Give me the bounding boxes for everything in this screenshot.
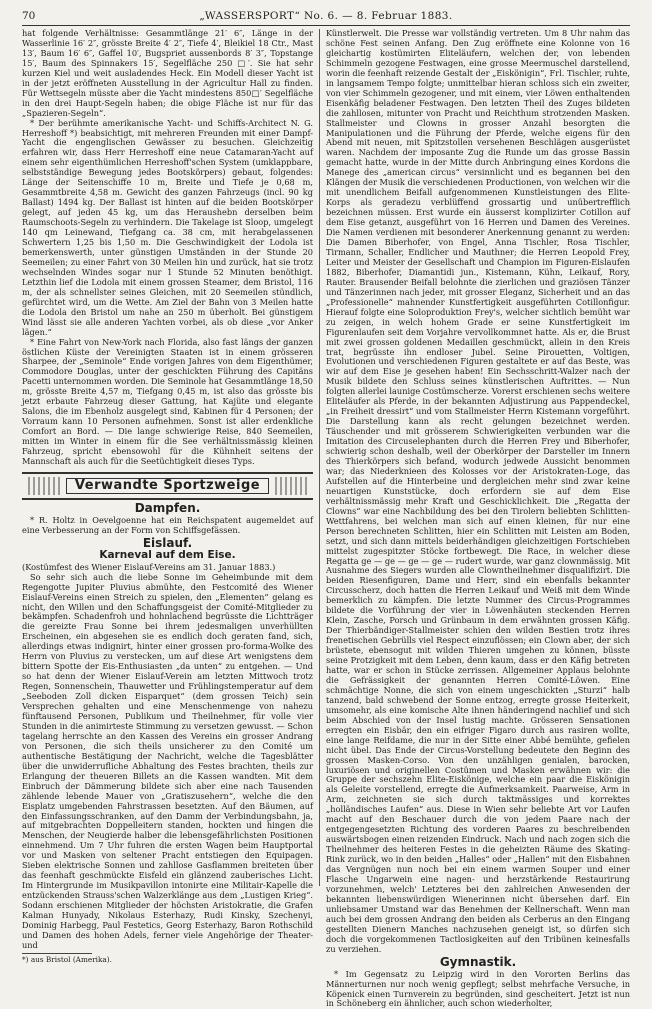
paragraph-event-subtitle: (Kostümfest des Wiener Eislauf-Vereins am 31. Januar 1883.) [22, 561, 276, 572]
subsection-heading-karneval: Karneval auf dem Eise. [99, 548, 236, 561]
paragraph-gymnastik: * Im Gegensatz zu Leipzig wird in den Vororten Berlins das Männerturnen nur noch wenig gepflegt; selbst mehrfache Versuche, in Köpenick einen Turnverein zu begründen, sind gescheitert. Jetzt ist nun in Schöneberg ein ähnlicher, auch schon wiederholter, [326, 968, 630, 1009]
paragraph-holtz: * R. Holtz in Oevelgoenne hat ein Reichspatent augemeldet auf eine Verbesserung an der Form von Schiffsgefässen. [22, 514, 313, 535]
paragraph-karneval-body: So sehr sich auch die liebe Sonne im Geheimbunde mit dem Regengotte Jupiter Pluvius abmühte, den Festcomité des Wiener Eislauf-Vereins einen Streich zu spielen, den „Elementen“ gelang es nicht, den Willen und den Schaffungsgeist der Comité-Mitglieder zu bekämpfen. Schadenfroh und hohnlachend begrüsste die Lichtträger die gereizte Frau Sonne bei ihrem jedesmaligen unverhüllten Erscheinen, ein abgesehen sie es endlich doch geraten fand, sich, allerdings etwas indignirt, hinter einer grossen pro-forma-Wolke des Herrn von Pluvius zu verstecken, um auf diese Art wenigstens dem bittern Spotte der Eis-Enthusiasten „da unten“ zu entgehen. — Und so hat denn der Wiener Eislauf-Verein am letzten Mittwoch trotz Regen, Sonnenschein, Thauwetter und Frühlingstemperatur auf dem „Seeboden Zoll dicken Eisparquet“ (dem grossen Teich) sein Versprechen gehalten und eine Menschenmenge von nahezu fünftausend Personen, Publikum und Theilnehmer, für volle vier Stunden in die animirteste Stimmung zu versetzen gewusst. — Schon tagelang herrschte an den Kassen des Vereins ein grosser Andrang von Personen, die sich theils unsicherer zu den Comité um authentische Bestätigung der Nachricht, welche die Tagesblätter über die unwiderrufliche Abhaltung des Festes brachten, theils zur Erlangung der theueren Billets an die Kassen wandten. Mit dem Einbruch der Dämmerung bildete sich aber eine nach Tausenden zählende lebende Mauer von „Gratiszusehern“, welche die den Eisplatz umgebenden Fahrstrassen besetzten. Auf den Bäumen, auf den Einfassungsschranken, auf den Damm der Verbindungsbahn, ja, auf mitgebrachten Doppelleitern standen, hockten und hingen die Menschen, der Neugierde halber die lebensgefährlichsten Positionen einnehmend. Um 7 Uhr fuhren die ersten Wagen beim Hauptportal vor und Masken von seltener Pracht entstiegen den Equipagen. Sieben elektrische Sonnen und zahllose Gasflammen breiteten über das feenhaft geschmückte Eisfeld ein glänzend zauberisches Licht. Im Hintergrunde im Musikpavillon intonirte eine Militair-Kapelle die entzückenden Strauss'schen Walzerklänge aus dem „Lustigen Krieg“. Sodann erschienen Mitglieder der höchsten Aristokratie, die Grafen Kalman Hunyady, Nikolaus Esterhazy, Rudi Kinsky, Szechenyi, Dominig Harbegg, Paul Festetics, Georg Esterhazy, Baron Rothschild und Damen des hohen Adels, ferner viele Angehörige der Theater- und [22, 571, 313, 950]
paragraph-yacht-dimensions: hat folgende Verhältnisse: Gesammtlänge 21′ 6″, Länge in der Wasserlinie 16′ 2″, grösste Breite 4′ 2″, Tiefe 4′, Bleikiel 18 Ctr., Mast 13′, Baum 16′ 6″, Gaffel 10′, Bugspriet aussenbords 8′ 3″, Topstange 15′, Baum des Spinnakers 15′, Segelfläche 250 □′. Sie hat sehr kurzen Kiel und weit ausladendes Heck. Ein Modell dieser Yacht ist in der jetzt eröffneten Ausstellung in der Agricultur Hall zu finden. Für Wettsegeln müsste aber die Yacht mindestens 850□′ Segelfläche in den drei Haupt-Segeln haben; die obige Fläche ist nur für das „Spazieren-Segeln“. [22, 28, 313, 118]
running-title: „WASSERSPORT“ No. 6. — 8. Februar 1883. [199, 10, 453, 22]
page-number: 70 [22, 10, 36, 22]
banner-ornament-left [28, 477, 60, 495]
left-column [22, 28, 313, 964]
banner-ornament-right [275, 477, 307, 495]
right-column [326, 28, 631, 1009]
section-heading-gymnastik: Gymnastik. [439, 954, 517, 969]
footnote: *) aus Bristol (Amerika). [22, 954, 112, 964]
paragraph-herreshoff: * Der berühmte amerikanische Yacht- und Schiffs-Architect N. G. Herreshoff *) beabsichtigt, mit mehreren Freunden mit einer Dampf-Yacht die engenglischen Gewässer zu besuchen. Gleichzeitig erfahren wir, dass Herr Herreshoff eine neue Catamaran-Yacht auf einem sehr eigenthümlichen Herreshoff'schen System (umklappbare, selbstständige Bewegung jedes Bootskörpers) gebaut, folgendes: Länge der Seitenschiffe 10 m, Breite und Tiefe je 0,68 m, Gesammtbreite 4,58 m. Gewicht des ganzen Fahrzeugs (incl. 90 kg Ballast) 1494 kg. Der Ballast ist hinten auf die beiden Bootskörper gelegt, auf jeden 45 kg, um das Heraushebn derselben beim Raumschoots-Segeln zu verhindern. Die Takelage ist Sloop, umgelegt 140 qm Leinewand, Tiefgang ca. 38 cm, mit herabgelassenen Schwertern 1,25 bis 1,50 m. Die Geschwindigkeit der Lodola ist bemerkenswerth, unter günstigen Umständen in der Stunde 20 Seemeilen; zu einer Fahrt von 30 Meilen hin und zurück, hat sie trotz wechselnden Windes sogar nur 1 Stunde 52 Minuten benöthigt. Letzthin lief die Lodola mit einem grossen Steamer, dem Bristol, 116 m, der als schnellster seines Gleichen, mit 20 Seemeilen stündlich, gefürchtet wird, um die Wette. Am Ziel der Bahn von 3 Meilen hatte die Lodola den Bristol um nahe an 250 m überholt. Bei günstigem Wind lässt sie alle anderen Yachten vorbei, als ob diese „vor Anker lägen.“ [22, 117, 313, 337]
paragraph-seminole: * Eine Fahrt von New-York nach Florida, also fast längs der ganzen östlichen Küste der Vereinigten Staaten ist in einem grösseren Sharpee, der „Seminole“ Ende vorigen Jahres von dem Eigenthümer, Commodore Douglas, unter der geschickten Führung des Capitäns Pacetti unternommen worden. Die Seminole hat Gesammtlänge 18,50 m, grösste Breite 4,57 m, Tiefgang 0,45 m, ist also das grösste bis jetzt erbaute Fahrzeug dieser Gattung, hat Kajüte und elegante Salons, die im Ebenholz ausgelegt sind, Kabinen für 4 Personen; der Vorraum kann 10 Personen aufnehmen. Sonst ist aller erdenkliche Comfort an Bord. — Die lange schwierige Reise, 840 Seemeilen, mitten im Winter in einem für die See verhältnissmässig kleinen Fahrzeug, spricht ebensowohl für die Kühnheit seitens der Mannschaft als auch für die Seetüchtigkeit dieses Typs. [22, 336, 313, 466]
header-rule [22, 25, 630, 26]
column-divider [319, 29, 320, 886]
section-heading-eislauf: Eislauf. [142, 535, 193, 550]
section-banner [22, 472, 313, 500]
paragraph-karneval-continued: Künstlerwelt. Die Presse war vollständig vertreten. Um 8 Uhr nahm das schöne Fest seinen Anfang. Den Zug eröffnete eine Kolonne von 16 gleichartig kostümirten Eliteläufern, welchen der, von lebenden Schimmeln gezogene Festwagen, eine grosse Meermuschel darstellend, worin die feenhaft reizende Gestalt der „Eiskönigin“, Frl. Tischler, ruhte, in langsamem Tempo folgte; unmittelbar hieran schloss sich ein zweiter, von vier Schimmeln gezogener, und mit einem, vier Löwen enthaltenden Eisenkäfig beladener Festwagen. Den letzten Theil des Zuges bildeten die zahllosen, mitunter von Pracht und Reichthum strotzenden Masken. Stallmeister und Clowns in grosser Anzahl besorgten die Manipulationen und die Führung der Pferde, welche eigens für den Abend mit neuen, mit Spitzstollen versehenen Beschlägen ausgerüstet waren. Nachdem der imposante Zug die Runde um das grosse Bassin gemacht hatte, wurde in der Mitte durch Anbringung eines Kordons die Manege des „american circus“ versinnlicht und es begannen bei den Klängen der Musik die verschiedenen Productionen, von welchen wir die mit unendlichem Beifall aufgenommenen Kunstleistungen des Elite-Korps als geradezu verblüffend grossartig und unübertrefflich bezeichnen müssen. Erst wurde ein äusserst komplizirter Cotillon auf dem Eise getanzt, ausgeführt von 16 Herren und Damen des Vereines. Die Namen verdienen mit besonderer Anerkennung genannt zu werden: Die Damen Biberhofer, von Engel, Anna Tischler, Rosa Tischler, Tirmann, Schaller, Endlicher und Mauthner; die Herren Leopold Frey, Leiter und Meister der Gesellschaft und Champion im Figuren-Eislaufen 1882, Biberhofer, Diamantidi jun., Kistemann, Kühn, Leikauf, Rory, Rauter. Brausender Beifall belohnte die zierlichen und graziösen Tänzer und Tänzerinnen nach jeder, mit grosser Eleganz, Sicherheit und an das „Professionelle“ mahnender Kunstfertigkeit ausgeführten Cotillonfigur. Hierauf folgte eine Soloproduktion Frey's, welcher sichtlich bemüht war zu zeigen, in welch hohem Grade er seine Kunstfertigkeit im Figurenlaufen seit dem Vorjahre vervollkommnet hatte. Als er, die Brust mit zwei grossen goldenen Medaillen geschmückt, allein in den Kreis trat, begrüsste ihn endloser Jubel. Seine Pirouetten, Voltigen, Evolutionen und verschiedenen Figuren gestaltete er auf das Beste, was wir auf dem Eise je gesehen haben! Ein Sechsschritt-Walzer nach der Musik bildete den Schluss seines künstlerischen Auftrittes. — Nun folgten allerlei launige Costümscherze. Vorerst erschienen sechs weitere Eliteläufer als Pferde, in der bekannten Adjustirung aus Pappendeckel, „in Freiheit dressirt“ und vom Stallmeister Herrn Kistemann vorgeführt. Die Darstellung kann als recht gelungen bezeichnet werden. Täuschender und mit grösserem Schwierigkeiten verbunden war die Imitation des Circuselephanten durch die Herren Frey und Biberhofer, schwierig schon deshalb, weil der Oberkörper der Darsteller im Innern des Thierkörpers sich befand, wodurch jedwede Aussicht benommen war; das Niederknieen des Kolosses vor der Aristokraten-Loge, das Aufstellen auf die Hinterbeine und dergleichen mehr sind zwar keine neuartigen Kunststücke, doch erfordern sie auf dem Eise verhältnissmässig mehr Kraft und Geschicklichkeit. Die „Regatta der Clowns“ war eine Nachbildung des bei den Tirolern beliebten Schlitten-Wettfahrens, bei welchen man sich auf einen kleinen, für nur eine Person berechneten Schlitten, hier ein Schlitten mit Leisten am Boden, setzt, und sich dann mittels beiderhändigen gleichzeitigen Fortschieben mittelst zugespitzter Stöcke fortbewegt. Die Race, in welcher diese Regatta ge — ge — ge — ge — rudert wurde, war ganz clownmässig. Mit Ausnahme des Siegers wurden alle Clowntheilnehmer disqualifizirt. Die beiden Riesenfiguren, Dame und Herr, sind ein ebenfalls bekannter Circusscherz, doch hatten die Herren Leikauf und Weiß mit dem Winde bemerklich zu kämpfen. Die letzte Nummer des Circus-Programmes bildete die Vorführung der vier in Löwenhäuten steckenden Herren Klein, Zasche, Porsch und Grünbaum in dem erwähnten grossen Käfig. Der Thierbändiger-Stallmeister schien den wilden Bestien trotz ihres frenetischen Gebrülls viel Respect einzuflössen; ein Clown aber, der sich brüstete, ebensogut mit wilden Thieren umgehen zu können, büsste seine Protzigkeit mit dem Leben, denn kaum, dass er den Käfig betreten hatte, war er schon in Stücke zerrissen. Allgemeiner Applaus belohnte die Gefrässigkeit der genannten Herren Comité-Löwen. Eine schmächtige Nonne, die sich von einem ungeschickten „Sturzi“ halb tanzend, bald schwebend der Sonne entzog, erregte grosse Heiterkeit, umsomehr, als eine komische Alte ihnen händeringend nachlief und sich beim Abschied von der Insel lustig machte. Grösseren Sensationen erregten ein Eisbär, den ein eifriger Figaro durch aus rasiren wollte, eine lange Reifdame, die nur in der Sitte einer Abbé bemühte, gefielen nicht übel. Das Ende der Circus-Vorstellung bedeutete den Beginn des grossen Masken-Corso. Von den unzähligen genialen, barocken, luxuriösen und originellen Costümen und Masken erwähnen wir: die Gruppe der sechszehn Elite-Eiskönige, welche ein paar die Eiskönigin als Geleite vorstellend, erregte die Aufmerksamkeit. Paarweise, Arm in Arm, zeichneten sie sich durch taktmässiges und korrektes „holländisches Laufen“ aus. Diese in Wien sehr beliebte Art vor Laufen macht auf den Beschauer durch die von jedem Paare nach der entgegengesetzten Richtung des vorderen Paares zu beschreibenden auswärtsbogen einen reizenden Eindruck. Nach und nach zogen sich die Theilnehmer des heiteren Festes in die geheizten Räume des Skating-Rink zurück, wo in den beiden „Halles“ oder „Hallen“ mit den Eisbahnen das Vergnügen nun noch bei ein einem warmen Souper und einer Flasche Ungarwein eine nagen- und herzstärkende Restaurirung vorzunehmen, welch' Letzteres bei den zahlreichen Anwesenden der bekannten liebenswürdigen Wienerinnen nicht übersehen darf. Ein unliebsamer Umstand war das Benehmen der Kellnerschaft. Wenn man auch bei dem grossen Andrang den beiden als Cerberus an den Eingang gestellten Dienern Manches nachzusehen geneigt ist, so dürfen sich doch die vorgekommenen Tactlosigkeiten auf den Tribünen keinesfalls zu verziehen. [326, 28, 631, 954]
running-header [22, 9, 630, 25]
section-heading-dampfen: Dampfen. [134, 500, 201, 515]
footnote-rule [22, 953, 92, 954]
banner-title: Verwandte Sportzweige [66, 478, 269, 494]
